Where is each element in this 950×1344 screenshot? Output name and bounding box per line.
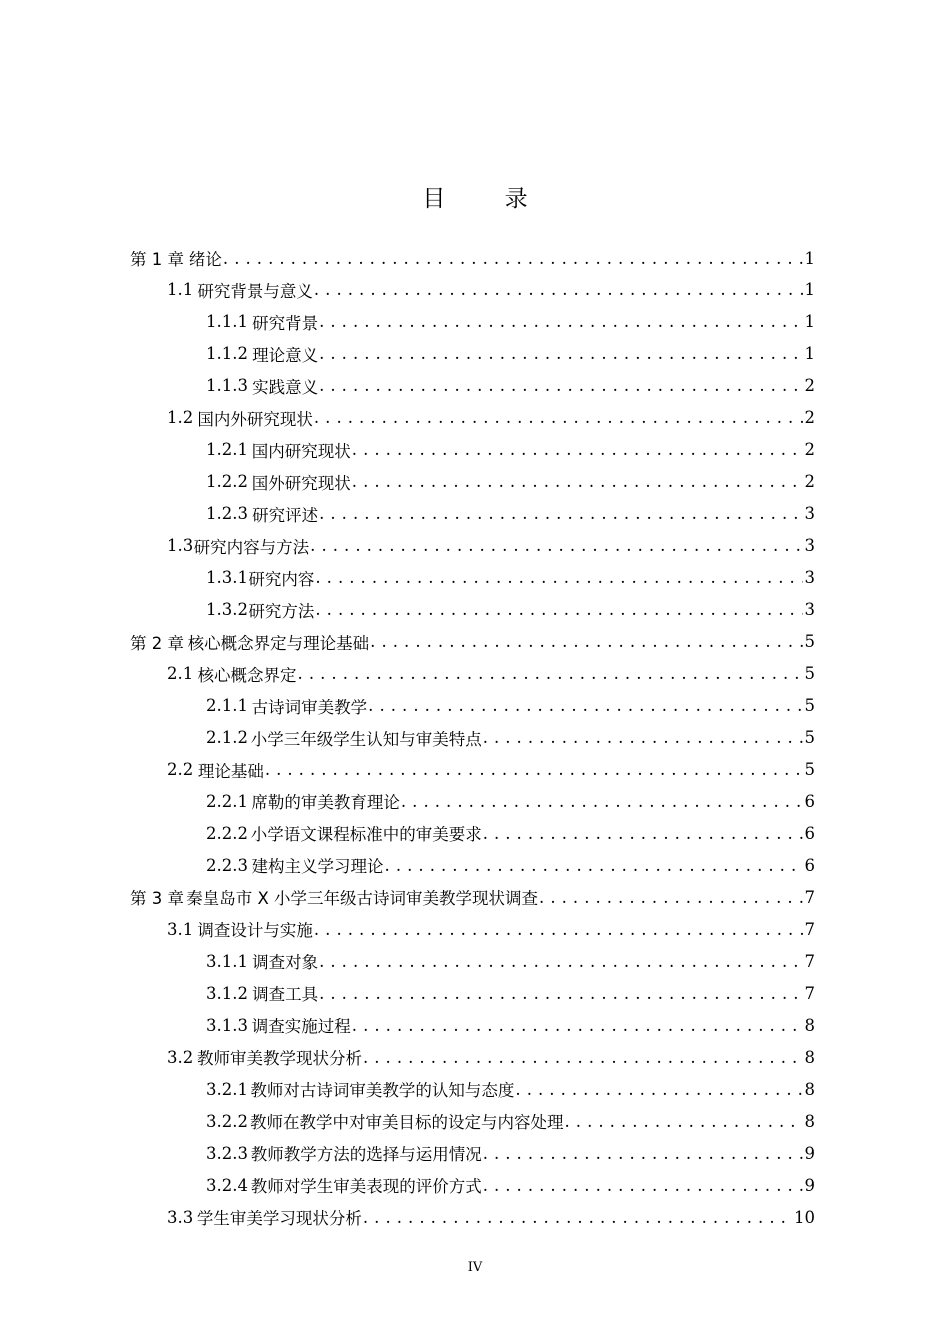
toc-entry-title: 教师对学生审美表现的评价方式	[250, 1177, 482, 1197]
toc-entry[interactable]	[206, 434, 815, 466]
toc-entry[interactable]	[167, 530, 815, 562]
toc-dot-leader	[385, 856, 803, 875]
toc-entry[interactable]	[206, 690, 815, 722]
toc-dot-leader	[368, 696, 802, 715]
toc-entry-number: 2.2.3	[206, 855, 248, 875]
toc-entry-number: 2.1	[167, 664, 194, 684]
toc-dot-leader	[363, 1048, 803, 1067]
toc-entry-page: 7	[804, 951, 815, 971]
toc-entry-page: 7	[804, 887, 815, 907]
toc-entry-title: 核心概念界定	[197, 665, 297, 685]
toc-entry-page: 5	[804, 664, 815, 684]
toc-dot-leader	[314, 408, 803, 427]
toc-entry[interactable]	[206, 1105, 815, 1137]
toc-entry[interactable]	[167, 402, 815, 434]
toc-entry-number: 3.2.3	[206, 1143, 248, 1163]
toc-entry-page: 6	[804, 823, 815, 843]
toc-dot-leader	[298, 664, 803, 683]
toc-entry-number: 2.2.2	[206, 823, 248, 843]
toc-entry-page: 8	[804, 1079, 815, 1099]
toc-dot-leader	[310, 536, 802, 555]
toc-entry-page: 9	[804, 1143, 815, 1163]
toc-entry[interactable]	[206, 1137, 815, 1169]
toc-entry-title: 调查对象	[252, 953, 319, 973]
toc-entry-number: 3.1.1	[206, 951, 248, 971]
toc-entry-page: 3	[804, 600, 815, 620]
toc-entry-page: 5	[804, 728, 815, 748]
toc-entry-page: 2	[804, 408, 815, 428]
toc-entry-number: 3.2	[167, 1047, 194, 1067]
toc-entry-title: 理论意义	[252, 345, 319, 365]
toc-dot-leader	[352, 440, 803, 459]
toc-entry-page: 3	[804, 568, 815, 588]
toc-entry[interactable]	[206, 498, 815, 530]
toc-dot-leader	[319, 376, 802, 395]
toc-entry-number: 2.1.2	[206, 728, 248, 748]
toc-entry-number: 3.3	[167, 1207, 194, 1227]
toc-entry-page: 7	[804, 919, 815, 939]
toc-entry[interactable]	[167, 658, 815, 690]
toc-entry-page: 5	[804, 632, 815, 652]
toc-entry[interactable]	[130, 242, 815, 274]
toc-entry[interactable]	[206, 594, 815, 626]
toc-entry-number: 1.1.1	[206, 312, 248, 332]
toc-entry-number: 1.2.2	[206, 472, 248, 492]
toc-entry-page: 2	[804, 376, 815, 396]
toc-entry-number: 3.2.2	[206, 1111, 248, 1131]
toc-entry-title: 研究内容与方法	[193, 537, 310, 557]
toc-entry[interactable]	[206, 785, 815, 817]
toc-entry-number: 3.1	[167, 919, 194, 939]
toc-entry-number: 3.1.2	[206, 983, 248, 1003]
toc-entry-title: 秦皇岛市 X 小学三年级古诗词审美教学现状调查	[186, 889, 539, 909]
toc-entry-page: 8	[804, 1047, 815, 1067]
toc-entry-number: 3.2.4	[206, 1175, 248, 1195]
toc-entry-number: 1.2	[167, 408, 194, 428]
toc-entry-title: 研究评述	[252, 505, 319, 525]
toc-entry-number: 2.1.1	[206, 696, 248, 716]
page-number: IV	[467, 1260, 483, 1275]
toc-entry-title: 古诗词审美教学	[251, 697, 368, 717]
toc-entry-number: 第 1 章	[130, 250, 184, 269]
toc-entry-title: 研究背景与意义	[197, 281, 313, 301]
toc-entry-title: 教师教学方法的选择与运用情况	[250, 1145, 482, 1165]
toc-entry-number: 1.2.1	[206, 440, 248, 460]
toc-entry[interactable]	[206, 370, 815, 402]
toc-entry-page: 2	[804, 472, 815, 492]
toc-entry[interactable]	[206, 338, 815, 370]
toc-entry-page: 2	[804, 440, 815, 460]
toc-entry-number: 2.2	[167, 760, 194, 780]
toc-entry-number: 1.1.3	[206, 376, 248, 396]
toc-entry-page: 7	[804, 983, 815, 1003]
toc-entry-title: 研究内容	[248, 569, 315, 589]
toc-entry[interactable]	[130, 626, 815, 658]
toc-entry-title: 绪论	[188, 250, 222, 269]
toc-entry-page: 6	[804, 791, 815, 811]
toc-entry-title: 建构主义学习理论	[251, 857, 384, 877]
toc-entry-page: 10	[794, 1207, 815, 1227]
toc-entry-title: 教师在教学中对审美目标的设定与内容处理	[250, 1113, 564, 1133]
toc-entry-page: 1	[804, 248, 815, 268]
toc-entry-page: 3	[804, 504, 815, 524]
toc-entry-number: 3.2.1	[206, 1079, 248, 1099]
toc-entry-page: 8	[804, 1015, 815, 1035]
toc-dot-leader	[265, 760, 803, 779]
toc-entry-title: 研究背景	[252, 313, 319, 333]
toc-entry[interactable]	[206, 562, 815, 594]
toc-dot-leader	[539, 888, 802, 907]
toc-entry-page: 3	[804, 536, 815, 556]
toc-entry-number: 3.1.3	[206, 1015, 248, 1035]
toc-entry[interactable]	[206, 466, 815, 498]
toc-entry[interactable]	[167, 1201, 815, 1233]
toc-entry-page: 5	[804, 696, 815, 716]
toc-entry-title: 实践意义	[252, 377, 319, 397]
toc-entry[interactable]	[206, 1169, 815, 1201]
toc-entry-title: 教师对古诗词审美教学的认知与态度	[250, 1081, 515, 1101]
toc-entry[interactable]	[167, 1041, 815, 1073]
toc-entry-title: 教师审美教学现状分析	[196, 1049, 362, 1069]
toc-dot-leader	[370, 632, 802, 651]
toc-dot-leader	[483, 1176, 803, 1195]
toc-entry-title: 学生审美学习现状分析	[196, 1209, 362, 1229]
toc-dot-leader	[223, 249, 803, 268]
toc-entry-page: 5	[804, 760, 815, 780]
toc-entry-title: 席勒的审美教育理论	[251, 793, 400, 813]
toc-dot-leader	[314, 920, 803, 939]
toc-entry[interactable]	[206, 1009, 815, 1041]
toc-entry[interactable]	[206, 977, 815, 1009]
toc-entry-number: 第 2 章	[130, 633, 184, 653]
toc-dot-leader	[314, 280, 803, 299]
toc-entry-number: 1.3	[167, 536, 194, 556]
toc-entry-number: 1.2.3	[206, 504, 248, 524]
toc-entry-page: 1	[804, 280, 815, 300]
page-title: 目 录	[422, 186, 554, 212]
toc-entry[interactable]	[167, 274, 815, 306]
toc-dot-leader	[315, 568, 802, 587]
toc-entry-number: 1.3.1	[206, 568, 248, 588]
toc-entry-number: 1.1	[167, 280, 194, 300]
toc-entry[interactable]	[167, 913, 815, 945]
toc-entry-title: 核心概念界定与理论基础	[187, 633, 370, 653]
toc-entry-title: 小学语文课程标准中的审美要求	[250, 825, 482, 845]
toc-entry-page: 8	[804, 1111, 815, 1131]
toc-entry-page: 1	[804, 344, 815, 364]
toc-dot-leader	[401, 792, 803, 811]
toc-dot-leader	[319, 984, 802, 1003]
toc-dot-leader	[319, 344, 802, 363]
toc-entry-title: 调查设计与实施	[197, 921, 313, 941]
toc-dot-leader	[352, 472, 803, 491]
toc-dot-leader	[319, 952, 802, 971]
toc-entry-number: 1.1.2	[206, 344, 248, 364]
toc-dot-leader	[483, 728, 803, 747]
toc-entry[interactable]	[167, 754, 815, 786]
toc-entry-title: 国内研究现状	[251, 441, 351, 461]
toc-dot-leader	[483, 824, 803, 843]
toc-entry-title: 国外研究现状	[251, 473, 351, 493]
toc-entry-page: 9	[804, 1175, 815, 1195]
toc-dot-leader	[515, 1080, 802, 1099]
toc-entry-title: 调查工具	[252, 985, 319, 1005]
toc-entry[interactable]	[206, 722, 815, 754]
toc-entry-title: 研究方法	[248, 601, 315, 621]
toc-entry[interactable]	[206, 849, 815, 881]
toc-entry-number: 2.2.1	[206, 791, 248, 811]
toc-entry-number: 1.3.2	[206, 600, 248, 620]
toc-entry-title: 理论基础	[197, 761, 264, 781]
toc-entry-page: 6	[804, 855, 815, 875]
toc-entry-number: 第 3 章	[130, 889, 184, 909]
toc-entry-title: 国内外研究现状	[197, 409, 313, 429]
toc-entry[interactable]	[206, 1073, 815, 1105]
toc-dot-leader	[483, 1144, 803, 1163]
toc-dot-leader	[319, 504, 802, 523]
toc-entry[interactable]	[206, 945, 815, 977]
toc-entry[interactable]	[130, 881, 815, 913]
toc-entry-title: 调查实施过程	[251, 1017, 351, 1037]
toc-dot-leader	[319, 312, 802, 331]
toc-dot-leader	[565, 1112, 803, 1131]
toc-entry-title: 小学三年级学生认知与审美特点	[250, 729, 482, 749]
toc-entry-page: 1	[804, 312, 815, 332]
toc-dot-leader	[363, 1208, 792, 1227]
toc-entry[interactable]	[206, 817, 815, 849]
toc-dot-leader	[352, 1016, 803, 1035]
toc-entry[interactable]	[206, 306, 815, 338]
toc-dot-leader	[315, 600, 802, 619]
